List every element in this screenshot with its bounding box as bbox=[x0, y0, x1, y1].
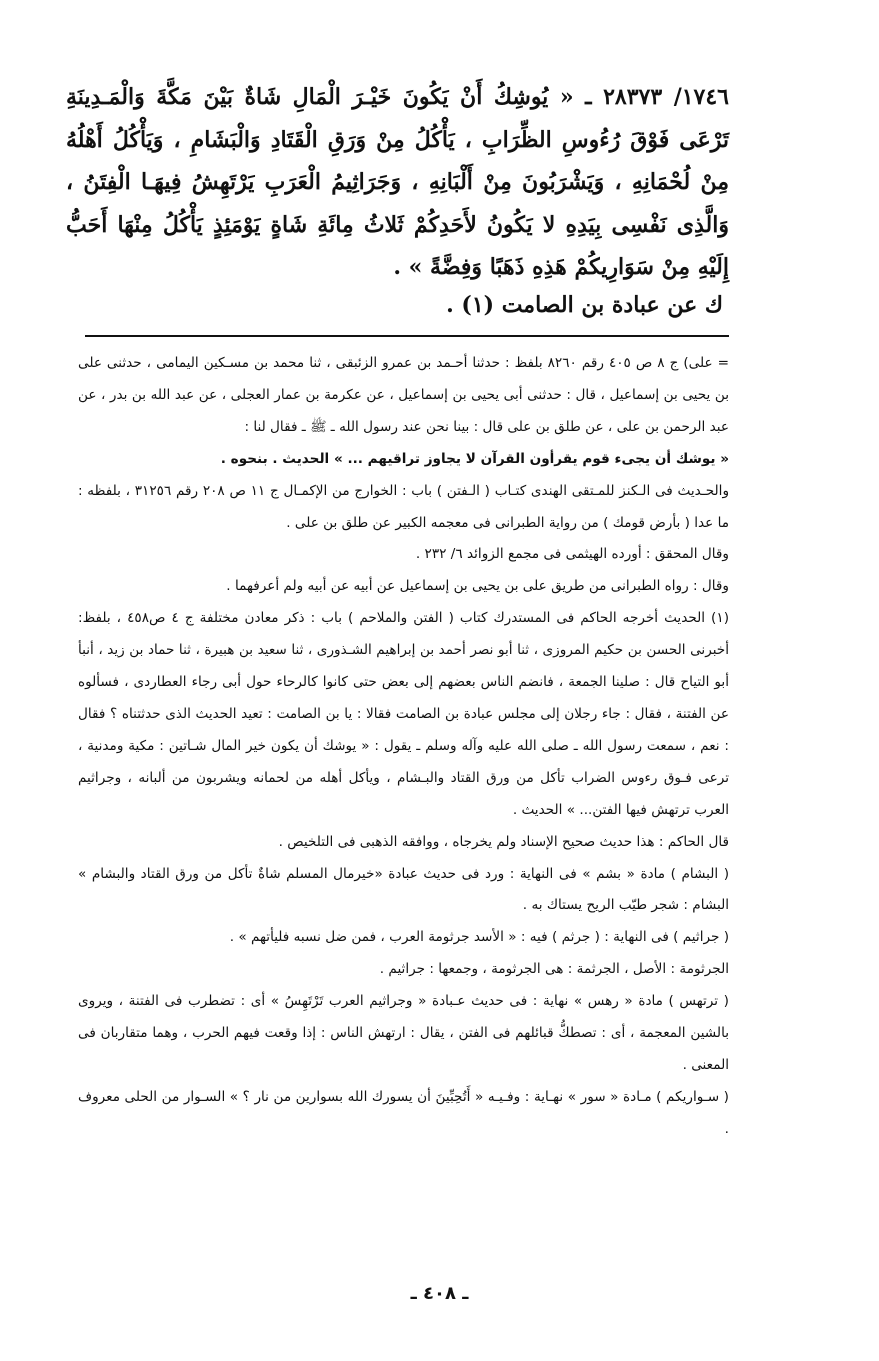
footnote-paragraph: ( سـواريكم ) مـادة « سور » نهـاية : وفـيـه « أَتُحِبِّينَ أن يسورك الله بسوارين من نار ؟ » السـوار من الحلى معروف . bbox=[78, 1088, 729, 1137]
footnote-paragraph: قال الحاكم : هذا حديث صحيح الإسناد ولم يخرجاه ، ووافقه الذهبى فى التلخيص . bbox=[278, 833, 729, 850]
footnote-paragraph: وقال : رواه الطبرانى من طريق على بن يحيى بن إسماعيل عن أبيه عن أبيه ولم أعرفهما . bbox=[226, 578, 729, 595]
footnote-paragraph: (١) الحديث أخرجه الحاكم فى المستدرك كتاب ( الفتن والملاحم ) باب : ذكر معادن مختلفة ج ٤ ص٤٥٨ ، بلفظ: أخبرنى الحسن بن حكيم المروزى ، ثنا أبو نصر أحمد بن إبراهيم الشـذورى ، ثنا سعيد بن هبيرة ، ثنا حماد بن زيد ، أنبأ أبو التياح قال : صلينا الجمعة ، فانضم الناس بعضهم إلى بعض حتى كانوا كالرحاء حول أبى رجاء العطاردى ، فسألوه عن الفتنة ، فقال : جاء رجلان إلى مجلس عبادة بن الصامت فقالا : يا بن الصامت : تعيد الحديث الذى حدثتناه ؟ فقال : نعم ، سمعت رسول الله ـ صلى الله عليه وآله وسلم ـ يقول : « يوشك أن يكون خير المال شـاتين : مكية ومدنية ، ترعى فـوق رءوس الضراب تأكل من ورق القتاد والبـشام ، ويأكل أهله من لحمانه ويشربون من ألبانه ، وجراثيم العرب ترتهش فيها الفتن... » الحديث . bbox=[78, 610, 729, 818]
footnote-paragraph: ( البشام ) مادة « بشم » فى النهاية : ورد فى حديث عبادة «خيرمال المسلم شاةٌ تأكل من ورق القتاد والبشام » البشام : شجر طيّب الريح يستاك به . bbox=[78, 865, 729, 914]
footnote-paragraph: « يوشك أن يجىء قوم يقرأون القرآن لا يجاوز تراقيهم ... » الحديث . بنحوه . bbox=[220, 450, 729, 467]
footnote-paragraph: ( ترتهس ) مادة « رهس » نهاية : فى حديث عـبادة « وجراثيم العرب تَرْتَهِسُ » أى : تضطرب فى الفتنة ، ويروى بالشين المعجمة ، أى : تصطكُّ قبائلهم فى الفتن ، يقال : ارتهش الناس : إذا وقعت فيهم الحرب ، وهما متقاربان فى المعنى . bbox=[78, 993, 729, 1073]
footnote-separator bbox=[85, 335, 729, 337]
page-number: ـ ٤٠٨ ـ bbox=[410, 1283, 469, 1304]
hadith-source: ك عن عبادة بن الصامت (١) . bbox=[446, 292, 723, 318]
footnote-paragraph: = على) ج ٨ ص ٤٠٥ رقم ٨٢٦٠ بلفظ : حدثنا أحـمد بن عمرو الزئبقى ، ثنا محمد بن مسـكين اليمامى ، حدثنى على بن يحيى بن إسماعيل ، قال : حدثنى أبى يحيى بن إسماعيل ، عن عكرمة بن عمار العجلى ، عن عبد الله بن بدر ، عن عبد الرحمن بن على ، عن طلق بن على قال : بينا نحن عند رسول الله ـ ﷺ ـ فقال لنا : bbox=[78, 355, 730, 435]
footnote-paragraph: وقال المحقق : أورده الهيثمى فى مجمع الزوائد ٦/ ٢٣٢ . bbox=[415, 546, 729, 563]
hadith-text-block bbox=[66, 76, 729, 289]
footnotes bbox=[78, 348, 729, 1146]
hadith-paragraph bbox=[66, 76, 729, 289]
footnote-paragraph: ( جراثيم ) فى النهاية : ( جرثم ) فيه : « الأسد جرثومة العرب ، فمن ضل نسبه فليأتهم » . bbox=[229, 929, 729, 946]
footnote-paragraph: والحـديث فى الـكنز للمـتقى الهندى كتـاب ( الـفتن ) باب : الخوارج من الإكمـال ج ١١ ص ٢٠٨ رقم ٣١٢٥٦ ، بلفظه : ما عدا ( بأرض قومك ) من رواية الطبرانى فى معجمه الكبير عن طلق بن على . bbox=[78, 482, 730, 531]
hadith-body: « يُوشِكُ أَنْ يَكُونَ خَيْـرَ الْمَالِ شَاةٌ بَيْنَ مَكَّةَ وَالْمَـدِينَةِ تَرْعَى فَوْقَ رُءُوسِ الظِّرَابِ ، يَأْكُلُ مِنْ وَرَقِ الْقَتَادِ وَالْبَشَامِ ، وَيَأْكُلُ أَهْلُهُ مِنْ لُحْمَانِهِ ، وَيَشْرَبُونَ مِنْ أَلْبَانِهِ ، وَجَرَاثِيمُ الْعَرَبِ يَرْتَهِشُ فِيهَـا الْفِتَنُ ، وَالَّذِى نَفْسِى بِيَدِهِ لا يَكُونُ لأَحَدِكُمْ ثَلاثُ مِائَةِ شَاةٍ يَوْمَئِذٍ يَأْكُلُ مِنْهَا أَحَبُّ إِلَيْهِ مِنْ سَوَارِيكُمْ هَذِهِ ذَهَبًا وَفِضَّةً » . bbox=[66, 84, 729, 280]
hadith-number: ١٧٤٦/ ٢٨٣٧٣ ـ bbox=[585, 84, 729, 110]
footnote-paragraph: الجرثومة : الأصل ، الجرثمة : هى الجرثومة ، وجمعها : جراثيم . bbox=[379, 961, 729, 978]
